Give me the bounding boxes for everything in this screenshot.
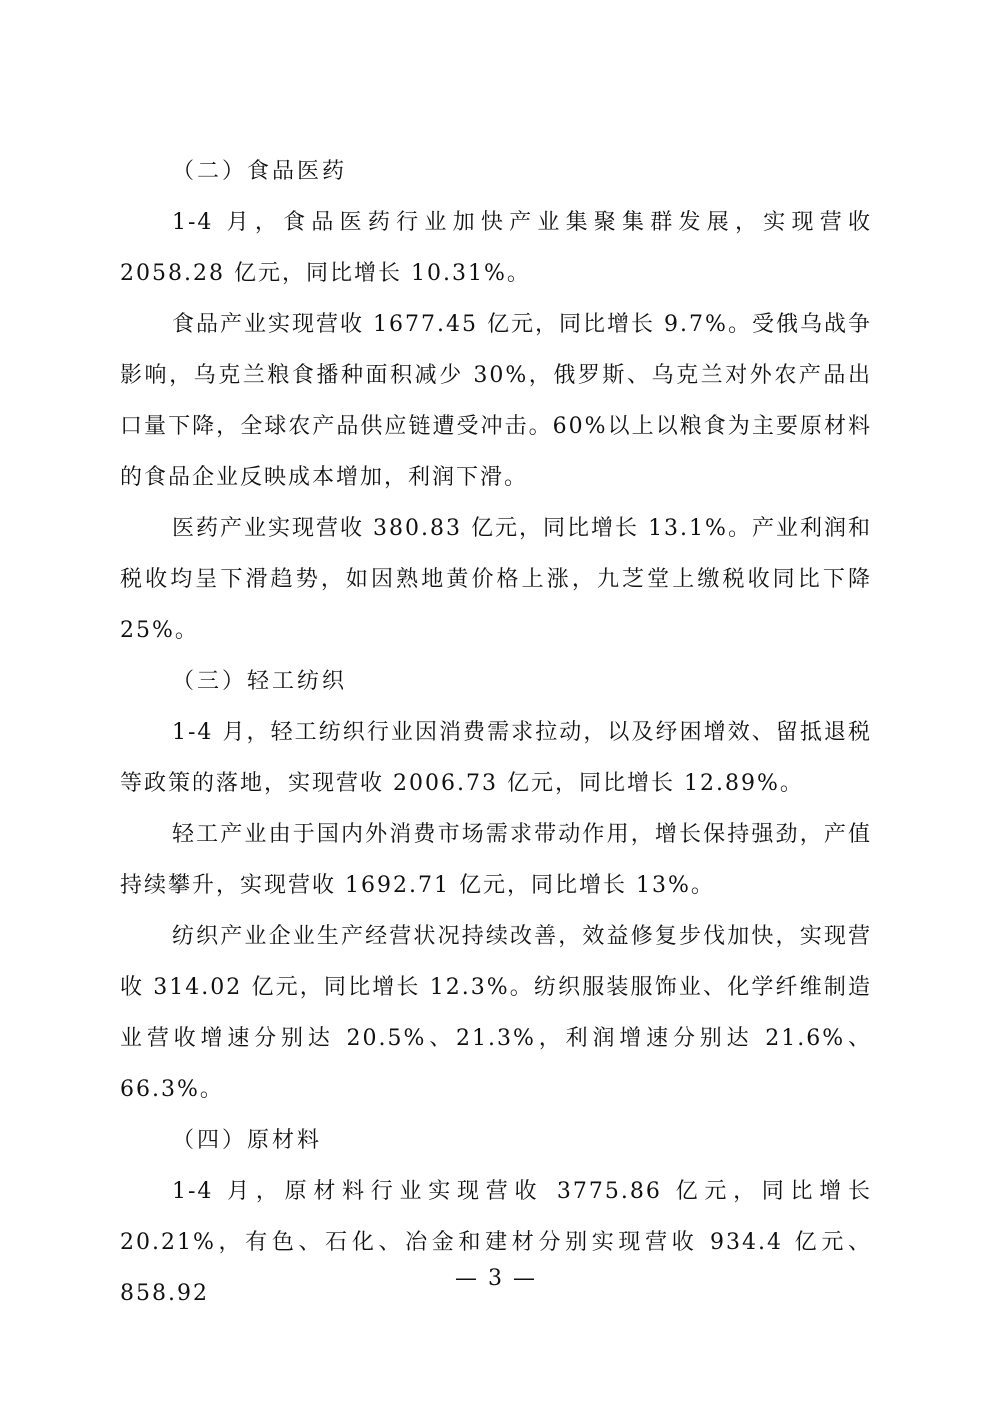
document-body	[120, 146, 872, 1319]
paragraph-food-industry: 食品产业实现营收 1677.45 亿元，同比增长 9.7%。受俄乌战争影响，乌克兰粮食播种面积减少 30%，俄罗斯、乌克兰对外农产品出口量下降，全球农产品供应链遭受冲击。60%以上以粮食为主要原材料的食品企业反映成本增加，利润下滑。	[120, 312, 872, 490]
paragraph-food-medicine-summary: 1-4 月，食品医药行业加快产业集聚集群发展，实现营收 2058.28 亿元，同比增长 10.31%。	[120, 210, 872, 286]
section-heading-light-textile: （三）轻工纺织	[172, 669, 348, 694]
section-heading-raw-materials: （四）原材料	[172, 1128, 323, 1153]
paragraph-medicine-industry: 医药产业实现营收 380.83 亿元，同比增长 13.1%。产业利润和税收均呈下滑趋势，如因熟地黄价格上涨，九芝堂上缴税收同比下降 25%。	[120, 516, 872, 643]
paragraph-light-textile-summary: 1-4 月，轻工纺织行业因消费需求拉动，以及纾困增效、留抵退税等政策的落地，实现营收 2006.73 亿元，同比增长 12.89%。	[120, 720, 872, 796]
paragraph-textile-industry: 纺织产业企业生产经营状况持续改善，效益修复步伐加快，实现营收 314.02 亿元，同比增长 12.3%。纺织服装服饰业、化学纤维制造业营收增速分别达 20.5%、21.3%，利润增速分别达 21.6%、66.3%。	[120, 924, 872, 1102]
section-heading-food-medicine: （二）食品医药	[172, 159, 348, 184]
paragraph-raw-materials-summary: 1-4 月，原材料行业实现营收 3775.86 亿元，同比增长 20.21%，有色、石化、冶金和建材分别实现营收 934.4 亿元、858.92	[120, 1179, 872, 1306]
page-number: — 3 —	[455, 1266, 537, 1291]
paragraph-light-industry: 轻工产业由于国内外消费市场需求带动作用，增长保持强劲，产值持续攀升，实现营收 1692.71 亿元，同比增长 13%。	[120, 822, 872, 898]
